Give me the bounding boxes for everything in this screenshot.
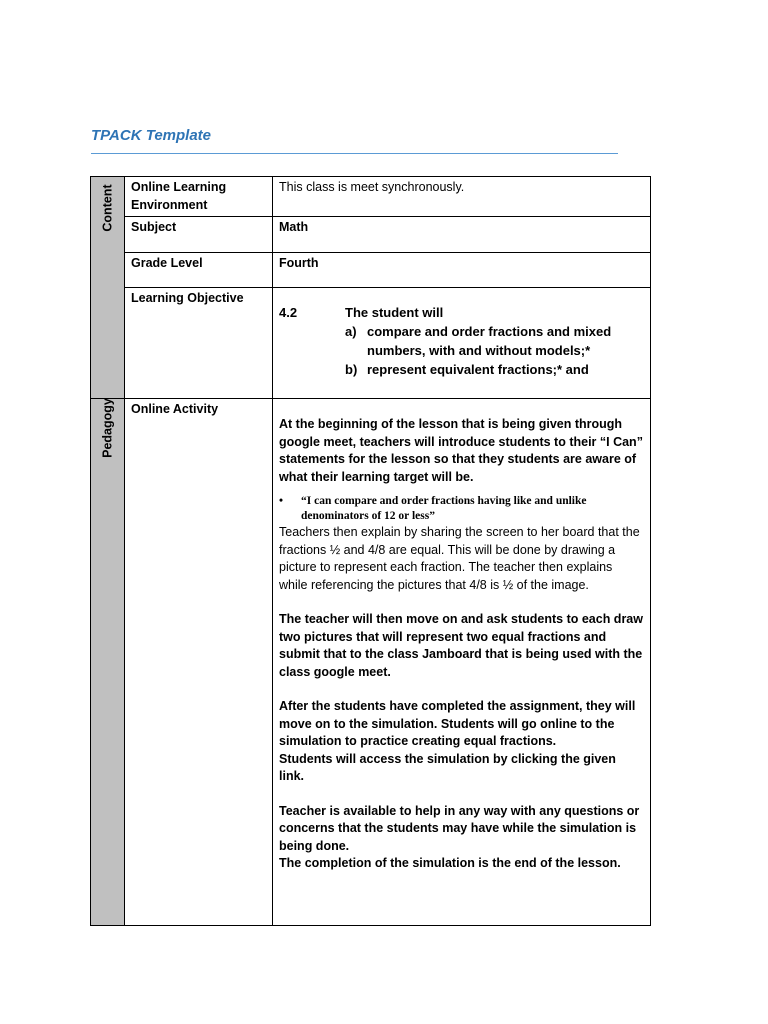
i-can-statement	[279, 494, 644, 524]
row-objective	[91, 288, 651, 399]
row-environment	[91, 177, 651, 217]
subject-value: Math	[273, 217, 651, 253]
content-label: Content	[99, 184, 114, 232]
activity-access: Students will access the simulation by clicking the given link.	[279, 751, 616, 783]
pedagogy-label: Pedagogy	[99, 398, 114, 458]
activity-explain: Teachers then explain by sharing the screen to her board that the fractions ½ and 4/8 are equal. This will be done by drawing a picture to represent each fraction. The teacher then explains while referencing the pictures that 4/8 is ½ of the image.	[279, 525, 640, 592]
objective-stem	[279, 303, 644, 322]
subject-label: Subject	[125, 217, 273, 253]
activity-label: Online Activity	[125, 399, 273, 926]
bullet-icon: •	[279, 495, 284, 507]
activity-simulation: After the students have completed the assignment, they will move on to the simulation. Students will go online to the simulation to practice creating equal fractions.	[279, 699, 636, 748]
objective-stem-text: The student will	[345, 305, 444, 320]
environment-label: Online Learning Environment	[125, 177, 273, 217]
row-grade	[91, 253, 651, 288]
grade-value: Fourth	[273, 253, 651, 288]
activity-help: Teacher is available to help in any way with any questions or concerns that the students may have while the simulation is being done.	[279, 803, 640, 853]
activity-intro: At the beginning of the lesson that is being given through google meet, teachers will introduce students to their “I Can” statements for the lesson so that they students are aware of what their learning target will be.	[279, 417, 643, 484]
title-underline	[91, 153, 618, 154]
objective-item-text: represent equivalent fractions;* and	[367, 362, 589, 377]
grade-label: Grade Level	[125, 253, 273, 288]
objective-value	[273, 288, 651, 399]
activity-draw: The teacher will then move on and ask students to each draw two pictures that will represent two equal fractions and submit that to the class Jamboard that is being used with the class google meet.	[279, 612, 643, 679]
activity-value	[273, 399, 651, 926]
objective-item	[345, 360, 644, 379]
objective-label: Learning Objective	[125, 288, 273, 399]
objective-item-text: compare and order fractions and mixed numbers, with and without models;*	[367, 324, 612, 358]
objective-item-marker: a)	[345, 324, 357, 339]
document-title: TPACK Template	[91, 127, 212, 144]
objective-number: 4.2	[279, 305, 298, 320]
objective-item-marker: b)	[345, 362, 358, 377]
objective-item	[345, 322, 644, 360]
activity-end: The completion of the simulation is the end of the lesson.	[279, 856, 621, 870]
pedagogy-side-cell	[91, 399, 125, 926]
content-side-cell	[91, 177, 125, 399]
i-can-text: “I can compare and order fractions having like and unlike denominators of 12 or less”	[301, 495, 587, 522]
row-subject	[91, 217, 651, 253]
tpack-table	[90, 176, 651, 926]
environment-value: This class is meet synchronously.	[273, 177, 651, 217]
row-activity	[91, 399, 651, 926]
